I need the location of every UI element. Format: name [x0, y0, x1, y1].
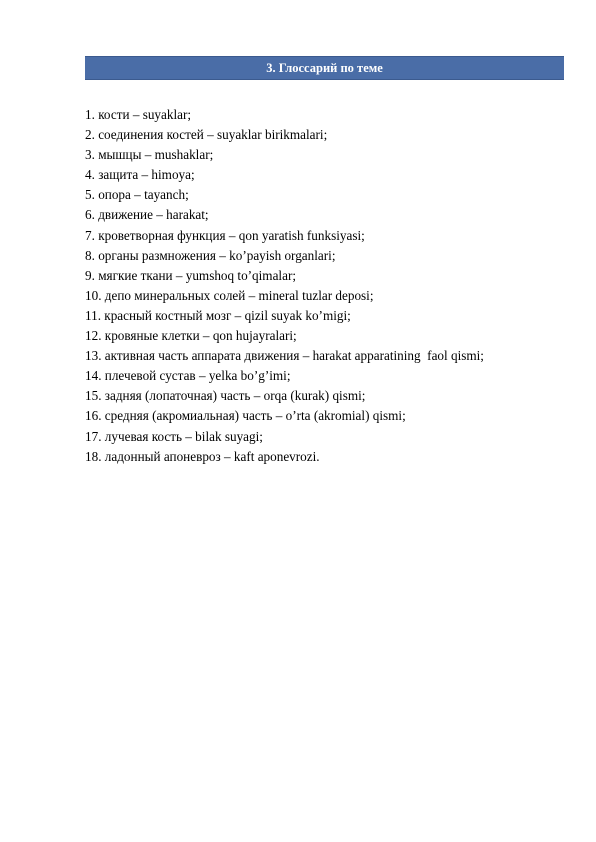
glossary-item: 9. мягкие ткани – yumshoq to’qimalar;	[85, 267, 296, 283]
glossary-item: 4. защита – himoya;	[85, 167, 195, 183]
glossary-item: 8. органы размножения – ko’payish organlari;	[85, 247, 336, 263]
glossary-item: 5. опора – tayanch;	[85, 187, 189, 203]
glossary-list	[85, 105, 564, 467]
glossary-item: 1. кости – suyaklar;	[85, 107, 192, 122]
glossary-item: 3. мышцы – mushaklar;	[85, 147, 214, 163]
glossary-item: 10. депо минеральных солей – mineral tuzlar deposi;	[85, 287, 374, 303]
glossary-item: 13. активная часть аппарата движения – harakat apparatining faol qismi;	[85, 348, 484, 364]
glossary-item: 17. лучевая кость – bilak suyagi;	[85, 428, 263, 444]
glossary-item: 2. соединения костей – suyaklar birikmalari;	[85, 127, 328, 143]
glossary-item: 14. плечевой сустав – yelka bo’g’imi;	[85, 368, 291, 384]
glossary-item: 15. задняя (лопаточная) часть – orqa (kurak) qismi;	[85, 388, 366, 404]
glossary-item: 12. кровяные клетки – qon hujayralari;	[85, 328, 297, 344]
glossary-item: 7. кроветворная функция – qon yaratish funksiyasi;	[85, 227, 365, 243]
glossary-item: 16. средняя (акромиальная) часть – o’rta (akromial) qismi;	[85, 408, 406, 424]
section-header-bar	[85, 56, 564, 80]
glossary-item: 6. движение – harakat;	[85, 207, 209, 223]
glossary-item: 11. красный костный мозг – qizil suyak ko’migi;	[85, 307, 351, 323]
section-title: 3. Глоссарий по теме	[266, 60, 383, 75]
glossary-item: 18. ладонный апоневроз – kaft aponevrozi.	[85, 448, 320, 464]
